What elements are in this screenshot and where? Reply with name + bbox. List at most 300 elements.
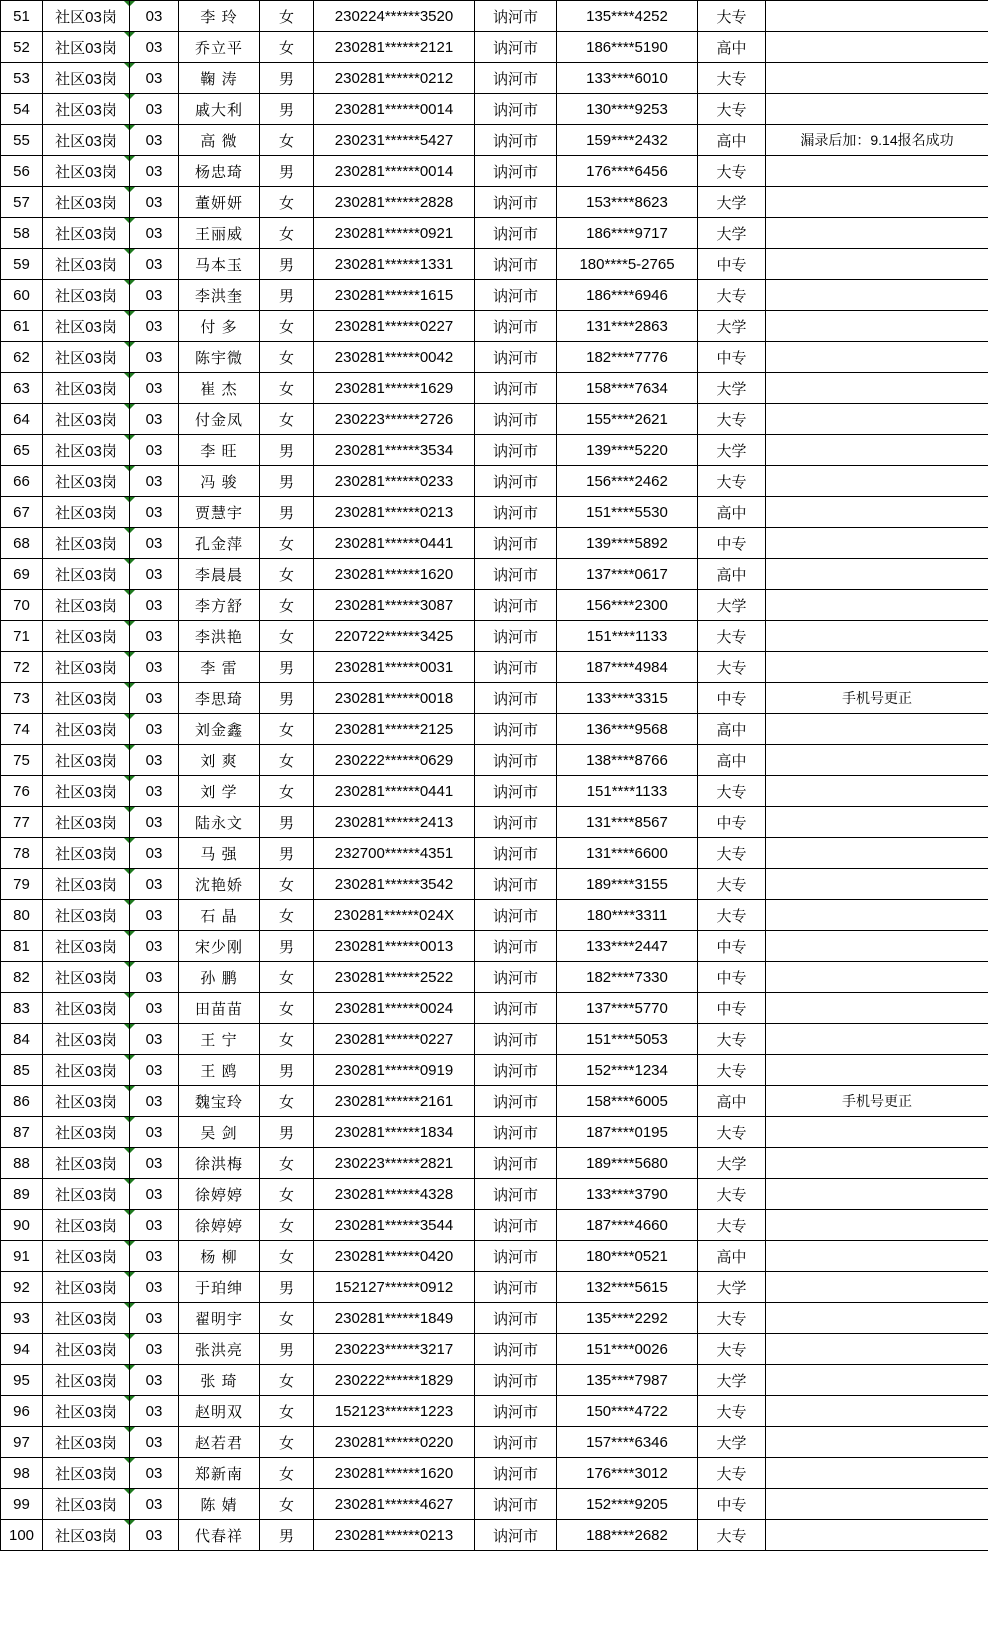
row-number-cell: 71 bbox=[1, 621, 43, 652]
row-number-cell: 79 bbox=[1, 869, 43, 900]
post-code-cell: 03 bbox=[130, 1024, 179, 1055]
post-cell: 社区03岗 bbox=[43, 1241, 130, 1272]
id-number-cell: 230281******0213 bbox=[314, 497, 475, 528]
city-cell: 讷河市 bbox=[475, 1117, 557, 1148]
row-number-cell: 89 bbox=[1, 1179, 43, 1210]
post-cell: 社区03岗 bbox=[43, 1489, 130, 1520]
note-cell bbox=[766, 156, 988, 187]
id-number-cell: 230281******0420 bbox=[314, 1241, 475, 1272]
post-code-cell: 03 bbox=[130, 1210, 179, 1241]
phone-cell: 151****5053 bbox=[557, 1024, 698, 1055]
post-code-cell: 03 bbox=[130, 249, 179, 280]
gender-cell: 男 bbox=[260, 94, 314, 125]
row-number-cell: 55 bbox=[1, 125, 43, 156]
education-cell: 大专 bbox=[698, 838, 766, 869]
city-cell: 讷河市 bbox=[475, 280, 557, 311]
gender-cell: 男 bbox=[260, 466, 314, 497]
post-cell: 社区03岗 bbox=[43, 1272, 130, 1303]
name-cell: 徐婷婷 bbox=[179, 1179, 260, 1210]
education-cell: 大专 bbox=[698, 1024, 766, 1055]
id-number-cell: 230281******1849 bbox=[314, 1303, 475, 1334]
post-code-cell: 03 bbox=[130, 1489, 179, 1520]
post-code-cell: 03 bbox=[130, 187, 179, 218]
note-cell bbox=[766, 993, 988, 1024]
note-cell bbox=[766, 1179, 988, 1210]
post-code-cell: 03 bbox=[130, 32, 179, 63]
note-cell bbox=[766, 94, 988, 125]
table-row bbox=[1, 1148, 988, 1179]
note-cell bbox=[766, 1427, 988, 1458]
city-cell: 讷河市 bbox=[475, 187, 557, 218]
city-cell: 讷河市 bbox=[475, 683, 557, 714]
phone-cell: 182****7776 bbox=[557, 342, 698, 373]
city-cell: 讷河市 bbox=[475, 807, 557, 838]
gender-cell: 男 bbox=[260, 838, 314, 869]
phone-cell: 136****9568 bbox=[557, 714, 698, 745]
post-code-cell: 03 bbox=[130, 590, 179, 621]
id-number-cell: 232700******4351 bbox=[314, 838, 475, 869]
name-cell: 高 微 bbox=[179, 125, 260, 156]
education-cell: 中专 bbox=[698, 683, 766, 714]
id-number-cell: 230231******5427 bbox=[314, 125, 475, 156]
note-cell: 漏录后加：9.14报名成功 bbox=[766, 125, 988, 156]
table-row bbox=[1, 311, 988, 342]
phone-cell: 156****2300 bbox=[557, 590, 698, 621]
table-row bbox=[1, 1241, 988, 1272]
gender-cell: 女 bbox=[260, 404, 314, 435]
id-number-cell: 230222******0629 bbox=[314, 745, 475, 776]
post-cell: 社区03岗 bbox=[43, 1024, 130, 1055]
education-cell: 高中 bbox=[698, 745, 766, 776]
education-cell: 高中 bbox=[698, 1241, 766, 1272]
table-row bbox=[1, 218, 988, 249]
gender-cell: 男 bbox=[260, 280, 314, 311]
post-cell: 社区03岗 bbox=[43, 776, 130, 807]
education-cell: 大学 bbox=[698, 187, 766, 218]
city-cell: 讷河市 bbox=[475, 125, 557, 156]
name-cell: 王丽威 bbox=[179, 218, 260, 249]
note-cell bbox=[766, 497, 988, 528]
phone-cell: 139****5892 bbox=[557, 528, 698, 559]
name-cell: 刘 爽 bbox=[179, 745, 260, 776]
education-cell: 大专 bbox=[698, 1117, 766, 1148]
phone-cell: 159****2432 bbox=[557, 125, 698, 156]
education-cell: 大专 bbox=[698, 1520, 766, 1551]
phone-cell: 130****9253 bbox=[557, 94, 698, 125]
education-cell: 大专 bbox=[698, 1179, 766, 1210]
note-cell bbox=[766, 652, 988, 683]
city-cell: 讷河市 bbox=[475, 1055, 557, 1086]
note-cell bbox=[766, 776, 988, 807]
education-cell: 大学 bbox=[698, 1272, 766, 1303]
gender-cell: 女 bbox=[260, 1303, 314, 1334]
id-number-cell: 230224******3520 bbox=[314, 1, 475, 32]
row-number-cell: 76 bbox=[1, 776, 43, 807]
row-number-cell: 59 bbox=[1, 249, 43, 280]
row-number-cell: 96 bbox=[1, 1396, 43, 1427]
name-cell: 赵若君 bbox=[179, 1427, 260, 1458]
gender-cell: 女 bbox=[260, 1024, 314, 1055]
post-code-cell: 03 bbox=[130, 1303, 179, 1334]
gender-cell: 女 bbox=[260, 776, 314, 807]
post-cell: 社区03岗 bbox=[43, 1396, 130, 1427]
note-cell bbox=[766, 745, 988, 776]
name-cell: 马本玉 bbox=[179, 249, 260, 280]
note-cell bbox=[766, 218, 988, 249]
gender-cell: 女 bbox=[260, 1, 314, 32]
post-code-cell: 03 bbox=[130, 559, 179, 590]
row-number-cell: 78 bbox=[1, 838, 43, 869]
name-cell: 刘金鑫 bbox=[179, 714, 260, 745]
city-cell: 讷河市 bbox=[475, 1272, 557, 1303]
post-code-cell: 03 bbox=[130, 1, 179, 32]
row-number-cell: 80 bbox=[1, 900, 43, 931]
post-cell: 社区03岗 bbox=[43, 311, 130, 342]
post-cell: 社区03岗 bbox=[43, 838, 130, 869]
name-cell: 杨忠琦 bbox=[179, 156, 260, 187]
gender-cell: 女 bbox=[260, 869, 314, 900]
table-row bbox=[1, 94, 988, 125]
city-cell: 讷河市 bbox=[475, 1148, 557, 1179]
education-cell: 中专 bbox=[698, 342, 766, 373]
table-row bbox=[1, 621, 988, 652]
post-cell: 社区03岗 bbox=[43, 1520, 130, 1551]
phone-cell: 133****6010 bbox=[557, 63, 698, 94]
id-number-cell: 230281******2522 bbox=[314, 962, 475, 993]
post-cell: 社区03岗 bbox=[43, 218, 130, 249]
education-cell: 大专 bbox=[698, 776, 766, 807]
post-cell: 社区03岗 bbox=[43, 1055, 130, 1086]
table-row bbox=[1, 1365, 988, 1396]
phone-cell: 135****2292 bbox=[557, 1303, 698, 1334]
row-number-cell: 73 bbox=[1, 683, 43, 714]
name-cell: 杨 柳 bbox=[179, 1241, 260, 1272]
id-number-cell: 230281******1620 bbox=[314, 1458, 475, 1489]
education-cell: 大学 bbox=[698, 1148, 766, 1179]
city-cell: 讷河市 bbox=[475, 311, 557, 342]
row-number-cell: 62 bbox=[1, 342, 43, 373]
post-code-cell: 03 bbox=[130, 683, 179, 714]
city-cell: 讷河市 bbox=[475, 1489, 557, 1520]
row-number-cell: 68 bbox=[1, 528, 43, 559]
education-cell: 大专 bbox=[698, 404, 766, 435]
id-number-cell: 230281******0024 bbox=[314, 993, 475, 1024]
education-cell: 高中 bbox=[698, 32, 766, 63]
city-cell: 讷河市 bbox=[475, 1024, 557, 1055]
row-number-cell: 90 bbox=[1, 1210, 43, 1241]
note-cell bbox=[766, 1334, 988, 1365]
table-row bbox=[1, 1396, 988, 1427]
post-code-cell: 03 bbox=[130, 1148, 179, 1179]
post-cell: 社区03岗 bbox=[43, 342, 130, 373]
id-number-cell: 230281******4627 bbox=[314, 1489, 475, 1520]
table-row bbox=[1, 1179, 988, 1210]
post-code-cell: 03 bbox=[130, 1520, 179, 1551]
note-cell bbox=[766, 373, 988, 404]
table-row bbox=[1, 838, 988, 869]
post-cell: 社区03岗 bbox=[43, 497, 130, 528]
education-cell: 大专 bbox=[698, 280, 766, 311]
education-cell: 大学 bbox=[698, 311, 766, 342]
name-cell: 乔立平 bbox=[179, 32, 260, 63]
gender-cell: 男 bbox=[260, 807, 314, 838]
post-cell: 社区03岗 bbox=[43, 280, 130, 311]
note-cell bbox=[766, 311, 988, 342]
post-cell: 社区03岗 bbox=[43, 373, 130, 404]
post-cell: 社区03岗 bbox=[43, 652, 130, 683]
row-number-cell: 72 bbox=[1, 652, 43, 683]
row-number-cell: 93 bbox=[1, 1303, 43, 1334]
name-cell: 孔金萍 bbox=[179, 528, 260, 559]
post-code-cell: 03 bbox=[130, 528, 179, 559]
post-code-cell: 03 bbox=[130, 621, 179, 652]
post-code-cell: 03 bbox=[130, 466, 179, 497]
row-number-cell: 65 bbox=[1, 435, 43, 466]
note-cell bbox=[766, 900, 988, 931]
post-cell: 社区03岗 bbox=[43, 900, 130, 931]
note-cell bbox=[766, 931, 988, 962]
education-cell: 大学 bbox=[698, 218, 766, 249]
gender-cell: 女 bbox=[260, 1241, 314, 1272]
city-cell: 讷河市 bbox=[475, 652, 557, 683]
id-number-cell: 230281******0441 bbox=[314, 776, 475, 807]
education-cell: 大专 bbox=[698, 156, 766, 187]
city-cell: 讷河市 bbox=[475, 63, 557, 94]
id-number-cell: 152123******1223 bbox=[314, 1396, 475, 1427]
table-row bbox=[1, 125, 988, 156]
gender-cell: 男 bbox=[260, 1334, 314, 1365]
row-number-cell: 97 bbox=[1, 1427, 43, 1458]
post-cell: 社区03岗 bbox=[43, 1179, 130, 1210]
gender-cell: 女 bbox=[260, 1396, 314, 1427]
post-code-cell: 03 bbox=[130, 807, 179, 838]
table-row bbox=[1, 745, 988, 776]
city-cell: 讷河市 bbox=[475, 466, 557, 497]
phone-cell: 150****4722 bbox=[557, 1396, 698, 1427]
id-number-cell: 230281******2161 bbox=[314, 1086, 475, 1117]
note-cell bbox=[766, 1148, 988, 1179]
gender-cell: 女 bbox=[260, 1148, 314, 1179]
education-cell: 大学 bbox=[698, 373, 766, 404]
name-cell: 宋少刚 bbox=[179, 931, 260, 962]
gender-cell: 女 bbox=[260, 528, 314, 559]
row-number-cell: 85 bbox=[1, 1055, 43, 1086]
table-row bbox=[1, 342, 988, 373]
post-code-cell: 03 bbox=[130, 1427, 179, 1458]
phone-cell: 151****0026 bbox=[557, 1334, 698, 1365]
table-row bbox=[1, 1, 988, 32]
row-number-cell: 58 bbox=[1, 218, 43, 249]
education-cell: 中专 bbox=[698, 993, 766, 1024]
phone-cell: 135****7987 bbox=[557, 1365, 698, 1396]
name-cell: 代春祥 bbox=[179, 1520, 260, 1551]
name-cell: 刘 学 bbox=[179, 776, 260, 807]
post-cell: 社区03岗 bbox=[43, 931, 130, 962]
id-number-cell: 230281******2828 bbox=[314, 187, 475, 218]
name-cell: 冯 骏 bbox=[179, 466, 260, 497]
name-cell: 李晨晨 bbox=[179, 559, 260, 590]
name-cell: 张洪亮 bbox=[179, 1334, 260, 1365]
gender-cell: 男 bbox=[260, 1117, 314, 1148]
post-code-cell: 03 bbox=[130, 156, 179, 187]
city-cell: 讷河市 bbox=[475, 931, 557, 962]
education-cell: 大专 bbox=[698, 1396, 766, 1427]
post-cell: 社区03岗 bbox=[43, 63, 130, 94]
table-row bbox=[1, 373, 988, 404]
city-cell: 讷河市 bbox=[475, 590, 557, 621]
row-number-cell: 92 bbox=[1, 1272, 43, 1303]
name-cell: 贾慧宇 bbox=[179, 497, 260, 528]
table-row bbox=[1, 466, 988, 497]
city-cell: 讷河市 bbox=[475, 156, 557, 187]
id-number-cell: 230281******1629 bbox=[314, 373, 475, 404]
city-cell: 讷河市 bbox=[475, 1179, 557, 1210]
note-cell bbox=[766, 435, 988, 466]
row-number-cell: 57 bbox=[1, 187, 43, 218]
note-cell bbox=[766, 559, 988, 590]
city-cell: 讷河市 bbox=[475, 1210, 557, 1241]
post-cell: 社区03岗 bbox=[43, 1, 130, 32]
education-cell: 大学 bbox=[698, 590, 766, 621]
name-cell: 崔 杰 bbox=[179, 373, 260, 404]
city-cell: 讷河市 bbox=[475, 1520, 557, 1551]
phone-cell: 189****3155 bbox=[557, 869, 698, 900]
name-cell: 赵明双 bbox=[179, 1396, 260, 1427]
id-number-cell: 230281******3544 bbox=[314, 1210, 475, 1241]
note-cell bbox=[766, 1117, 988, 1148]
table-row bbox=[1, 404, 988, 435]
gender-cell: 女 bbox=[260, 187, 314, 218]
row-number-cell: 87 bbox=[1, 1117, 43, 1148]
gender-cell: 女 bbox=[260, 342, 314, 373]
gender-cell: 女 bbox=[260, 900, 314, 931]
row-number-cell: 74 bbox=[1, 714, 43, 745]
education-cell: 大专 bbox=[698, 1458, 766, 1489]
name-cell: 郑新南 bbox=[179, 1458, 260, 1489]
id-number-cell: 152127******0912 bbox=[314, 1272, 475, 1303]
phone-cell: 158****6005 bbox=[557, 1086, 698, 1117]
phone-cell: 155****2621 bbox=[557, 404, 698, 435]
row-number-cell: 86 bbox=[1, 1086, 43, 1117]
gender-cell: 男 bbox=[260, 435, 314, 466]
education-cell: 高中 bbox=[698, 497, 766, 528]
city-cell: 讷河市 bbox=[475, 745, 557, 776]
gender-cell: 女 bbox=[260, 1427, 314, 1458]
education-cell: 大专 bbox=[698, 466, 766, 497]
table-row bbox=[1, 590, 988, 621]
roster-rows bbox=[1, 1, 988, 1551]
post-code-cell: 03 bbox=[130, 993, 179, 1024]
phone-cell: 176****6456 bbox=[557, 156, 698, 187]
row-number-cell: 88 bbox=[1, 1148, 43, 1179]
note-cell bbox=[766, 1055, 988, 1086]
city-cell: 讷河市 bbox=[475, 1334, 557, 1365]
table-row bbox=[1, 1458, 988, 1489]
post-cell: 社区03岗 bbox=[43, 1334, 130, 1365]
row-number-cell: 100 bbox=[1, 1520, 43, 1551]
note-cell bbox=[766, 528, 988, 559]
id-number-cell: 230281******2413 bbox=[314, 807, 475, 838]
post-code-cell: 03 bbox=[130, 1365, 179, 1396]
row-number-cell: 60 bbox=[1, 280, 43, 311]
id-number-cell: 230222******1829 bbox=[314, 1365, 475, 1396]
name-cell: 李思琦 bbox=[179, 683, 260, 714]
gender-cell: 女 bbox=[260, 714, 314, 745]
table-row bbox=[1, 776, 988, 807]
post-cell: 社区03岗 bbox=[43, 435, 130, 466]
city-cell: 讷河市 bbox=[475, 1241, 557, 1272]
note-cell bbox=[766, 1303, 988, 1334]
phone-cell: 137****0617 bbox=[557, 559, 698, 590]
post-code-cell: 03 bbox=[130, 1179, 179, 1210]
row-number-cell: 91 bbox=[1, 1241, 43, 1272]
row-number-cell: 84 bbox=[1, 1024, 43, 1055]
name-cell: 石 晶 bbox=[179, 900, 260, 931]
education-cell: 大专 bbox=[698, 652, 766, 683]
gender-cell: 女 bbox=[260, 1086, 314, 1117]
id-number-cell: 230281******0220 bbox=[314, 1427, 475, 1458]
city-cell: 讷河市 bbox=[475, 838, 557, 869]
table-row bbox=[1, 280, 988, 311]
post-code-cell: 03 bbox=[130, 1396, 179, 1427]
row-number-cell: 67 bbox=[1, 497, 43, 528]
id-number-cell: 230281******1615 bbox=[314, 280, 475, 311]
city-cell: 讷河市 bbox=[475, 900, 557, 931]
name-cell: 孙 鹏 bbox=[179, 962, 260, 993]
city-cell: 讷河市 bbox=[475, 776, 557, 807]
phone-cell: 133****3790 bbox=[557, 1179, 698, 1210]
row-number-cell: 69 bbox=[1, 559, 43, 590]
post-cell: 社区03岗 bbox=[43, 590, 130, 621]
row-number-cell: 61 bbox=[1, 311, 43, 342]
post-code-cell: 03 bbox=[130, 869, 179, 900]
city-cell: 讷河市 bbox=[475, 1427, 557, 1458]
gender-cell: 女 bbox=[260, 590, 314, 621]
id-number-cell: 230281******0919 bbox=[314, 1055, 475, 1086]
note-cell bbox=[766, 63, 988, 94]
city-cell: 讷河市 bbox=[475, 1458, 557, 1489]
note-cell bbox=[766, 714, 988, 745]
name-cell: 付 多 bbox=[179, 311, 260, 342]
table-row bbox=[1, 1334, 988, 1365]
phone-cell: 186****5190 bbox=[557, 32, 698, 63]
city-cell: 讷河市 bbox=[475, 1365, 557, 1396]
name-cell: 陈 婧 bbox=[179, 1489, 260, 1520]
id-number-cell: 230281******3087 bbox=[314, 590, 475, 621]
row-number-cell: 82 bbox=[1, 962, 43, 993]
phone-cell: 133****3315 bbox=[557, 683, 698, 714]
gender-cell: 女 bbox=[260, 745, 314, 776]
table-row bbox=[1, 900, 988, 931]
name-cell: 李洪艳 bbox=[179, 621, 260, 652]
post-cell: 社区03岗 bbox=[43, 1148, 130, 1179]
id-number-cell: 230281******0213 bbox=[314, 1520, 475, 1551]
gender-cell: 女 bbox=[260, 1365, 314, 1396]
id-number-cell: 230223******2821 bbox=[314, 1148, 475, 1179]
phone-cell: 151****1133 bbox=[557, 621, 698, 652]
note-cell bbox=[766, 466, 988, 497]
phone-cell: 153****8623 bbox=[557, 187, 698, 218]
note-cell bbox=[766, 187, 988, 218]
table-row bbox=[1, 1055, 988, 1086]
post-code-cell: 03 bbox=[130, 125, 179, 156]
city-cell: 讷河市 bbox=[475, 1086, 557, 1117]
row-number-cell: 94 bbox=[1, 1334, 43, 1365]
table-row bbox=[1, 156, 988, 187]
id-number-cell: 230281******3534 bbox=[314, 435, 475, 466]
post-cell: 社区03岗 bbox=[43, 714, 130, 745]
city-cell: 讷河市 bbox=[475, 435, 557, 466]
